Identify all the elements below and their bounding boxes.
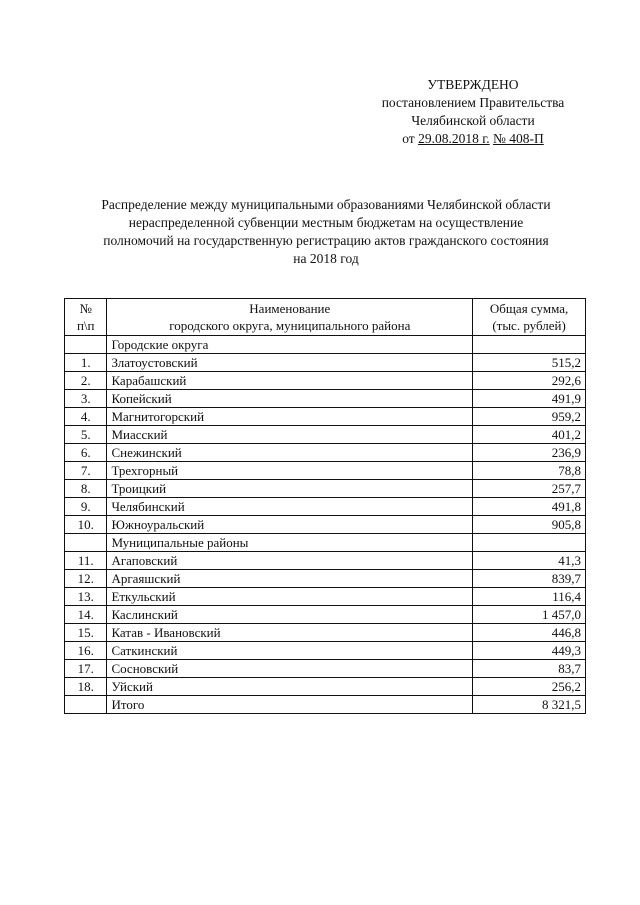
row-number: 9.	[65, 498, 107, 516]
row-sum: 1 457,0	[473, 606, 586, 624]
row-sum: 839,7	[473, 570, 586, 588]
row-sum: 449,3	[473, 642, 586, 660]
section-label-districts: Муниципальные районы	[107, 534, 473, 552]
row-number: 4.	[65, 408, 107, 426]
document-title	[62, 196, 590, 268]
row-name: Челябинский	[107, 498, 473, 516]
row-number: 13.	[65, 588, 107, 606]
header-name	[107, 299, 473, 336]
row-number: 1.	[65, 354, 107, 372]
total-empty-num	[65, 696, 107, 714]
header-sum	[473, 299, 586, 336]
row-number: 14.	[65, 606, 107, 624]
table-row	[65, 678, 586, 696]
approval-region: Челябинской области	[411, 113, 535, 128]
approval-from: от	[402, 131, 415, 146]
row-number: 2.	[65, 372, 107, 390]
row-name: Троицкий	[107, 480, 473, 498]
row-name: Миасский	[107, 426, 473, 444]
table-row	[65, 444, 586, 462]
row-name: Катав - Ивановский	[107, 624, 473, 642]
row-number: 17.	[65, 660, 107, 678]
row-name: Снежинский	[107, 444, 473, 462]
table-header-row	[65, 299, 586, 336]
row-number: 10.	[65, 516, 107, 534]
row-sum: 905,8	[473, 516, 586, 534]
table-row	[65, 552, 586, 570]
row-sum: 446,8	[473, 624, 586, 642]
total-row	[65, 696, 586, 714]
header-number-line1: №	[79, 301, 92, 316]
row-sum: 256,2	[473, 678, 586, 696]
title-line-3: полномочий на государственную регистрацию актов гражданского состояния	[103, 233, 549, 248]
row-sum: 116,4	[473, 588, 586, 606]
title-line-1: Распределение между муниципальными образованиями Челябинской области	[101, 197, 551, 212]
header-name-line1: Наименование	[249, 301, 331, 316]
row-sum: 491,8	[473, 498, 586, 516]
row-name: Магнитогорский	[107, 408, 473, 426]
row-sum: 515,2	[473, 354, 586, 372]
row-number: 11.	[65, 552, 107, 570]
section-empty-sum	[473, 534, 586, 552]
total-label: Итого	[107, 696, 473, 714]
row-number: 6.	[65, 444, 107, 462]
row-name: Каслинский	[107, 606, 473, 624]
header-sum-line1: Общая сумма,	[489, 301, 569, 316]
total-sum: 8 321,5	[473, 696, 586, 714]
header-name-line2: городского округа, муниципального района	[169, 318, 411, 333]
row-name: Уйский	[107, 678, 473, 696]
row-name: Южноуральский	[107, 516, 473, 534]
table-row	[65, 426, 586, 444]
row-sum: 83,7	[473, 660, 586, 678]
table-row	[65, 462, 586, 480]
row-name: Копейский	[107, 390, 473, 408]
row-sum: 78,8	[473, 462, 586, 480]
approval-date-line	[360, 130, 586, 148]
approval-date: 29.08.2018 г.	[418, 131, 490, 146]
approval-number: № 408-П	[492, 131, 544, 146]
section-empty-num	[65, 534, 107, 552]
table-row	[65, 516, 586, 534]
row-name: Трехгорный	[107, 462, 473, 480]
table-row	[65, 642, 586, 660]
table-row	[65, 372, 586, 390]
row-number: 5.	[65, 426, 107, 444]
section-label-urban: Городские округа	[107, 336, 473, 354]
row-number: 16.	[65, 642, 107, 660]
row-name: Златоустовский	[107, 354, 473, 372]
title-line-2: нераспределенной субвенции местным бюджетам на осуществление	[128, 215, 524, 230]
row-name: Аргаяшский	[107, 570, 473, 588]
table-row	[65, 408, 586, 426]
table-row	[65, 390, 586, 408]
row-number: 15.	[65, 624, 107, 642]
table-row	[65, 480, 586, 498]
row-sum: 292,6	[473, 372, 586, 390]
row-sum: 236,9	[473, 444, 586, 462]
row-sum: 491,9	[473, 390, 586, 408]
row-number: 12.	[65, 570, 107, 588]
section-row-urban	[65, 336, 586, 354]
header-sum-line2: (тыс. рублей)	[492, 318, 566, 333]
row-number: 8.	[65, 480, 107, 498]
row-name: Агаповский	[107, 552, 473, 570]
table-row	[65, 606, 586, 624]
row-name: Саткинский	[107, 642, 473, 660]
row-sum: 41,3	[473, 552, 586, 570]
header-number	[65, 299, 107, 336]
row-name: Карабашский	[107, 372, 473, 390]
approval-resolution: постановлением Правительства	[381, 95, 565, 110]
row-sum: 959,2	[473, 408, 586, 426]
row-name: Сосновский	[107, 660, 473, 678]
table-row	[65, 354, 586, 372]
table-row	[65, 588, 586, 606]
header-number-line2: п\п	[76, 318, 95, 333]
table-row	[65, 660, 586, 678]
row-number: 3.	[65, 390, 107, 408]
row-number: 18.	[65, 678, 107, 696]
section-row-districts	[65, 534, 586, 552]
section-empty-num	[65, 336, 107, 354]
section-empty-sum	[473, 336, 586, 354]
table-row	[65, 624, 586, 642]
row-name: Еткульский	[107, 588, 473, 606]
table-row	[65, 498, 586, 516]
title-line-4: на 2018 год	[293, 251, 359, 266]
table-row	[65, 570, 586, 588]
approval-stamp	[360, 76, 586, 148]
distribution-table	[64, 298, 586, 714]
row-sum: 257,7	[473, 480, 586, 498]
approval-heading: УТВЕРЖДЕНО	[427, 77, 519, 92]
row-number: 7.	[65, 462, 107, 480]
row-sum: 401,2	[473, 426, 586, 444]
